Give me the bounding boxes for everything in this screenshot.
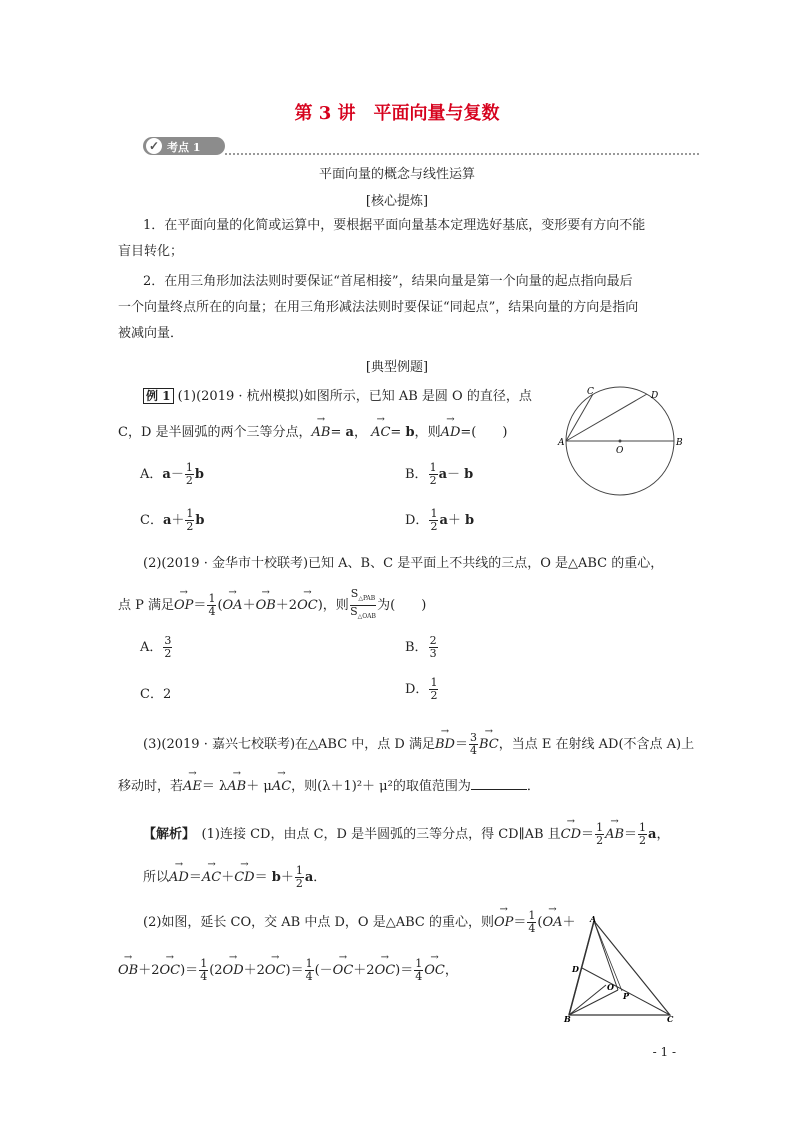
fig1-label-d: D [651, 391, 659, 401]
page-title: 第 3 讲 平面向量与复数 [294, 103, 500, 124]
q1-option-a: A．a－ $\frac{1}{2}$ b [140, 461, 204, 487]
fig2-label-a: A [590, 915, 597, 924]
dotted-divider [225, 153, 699, 155]
core-point-1-line-1: 1．在平面向量的化简或运算中，要根据平面向量基本定理选好基底，变形要有方向不能 [143, 218, 646, 233]
solution-2-line-1: (2)如图，延长 CO，交 AB 中点 D，O 是△ABC 的重心，则→ OP＝ $\frac{1}{4}$ (→ OA＋ [143, 910, 576, 935]
section-title: 平面向量的概念与线性运算 [318, 167, 475, 182]
example-q3-line-2: 移动时，若→ AE＝ λ→ AB＋ μ→ AC，则(λ＋1)²＋ μ²的取值范围为 ． [118, 775, 540, 794]
fig1-label-o: O [616, 446, 624, 456]
fig1-label-b: B [676, 438, 683, 448]
solution-2-line-2: → OB＋2→ OC)＝ $\frac{1}{4}$ (2→ OD＋2→ OC)＝ $\frac{1}{4}$ (－→ OC＋2→ OC)＝ $\frac{1}{4}$ → OC， [118, 958, 458, 983]
page-number: - 1 - [652, 1045, 676, 1059]
core-point-2-line-1: 2．在用三角形加法法则时要保证“首尾相接”，结果向量是第一个向量的起点指向最后 [143, 274, 633, 289]
fig2-label-p: P [623, 991, 630, 1001]
core-point-2-line-2: 一个向量终点所在的向量；在用三角形减法法则时要保证“同起点”，结果向量的方向是指向 [118, 300, 639, 315]
q2-option-b: B． $\frac{2}{3}$ [405, 634, 437, 660]
solution-1-line-2: 所以→ AD＝→ AC＋→ CD＝ b＋ $\frac{1}{2}$ a． [143, 865, 326, 890]
fig1-label-c: C [587, 387, 594, 397]
topic-badge [143, 137, 225, 155]
fig2-label-c: C [667, 1014, 674, 1024]
fig2-label-d: D [572, 964, 579, 974]
example-q1-line-1: 例 1 (1)(2019 · 杭州模拟)如图所示，已知 AB 是圆 O 的直径，点 [143, 385, 532, 404]
q1-option-d: D． $\frac{1}{2}$ a＋ b [405, 507, 475, 533]
q1-option-b: B． $\frac{1}{2}$ a－ b [405, 461, 474, 487]
q1-option-c: C．a＋ $\frac{1}{2}$ b [140, 507, 205, 533]
answer-blank [471, 789, 527, 790]
q2-option-d: D． $\frac{1}{2}$ [405, 676, 438, 702]
core-point-1-line-2: 盲目转化； [118, 244, 184, 259]
circle-figure [556, 382, 688, 500]
q2-option-c: C．2 [140, 687, 172, 702]
typical-heading: [典型例题] [365, 360, 429, 375]
solution-1-line-1: 【解析】 (1)连接 CD，由点 C，D 是半圆弧的三等分点，得 CD∥AB 且→ CD＝ $\frac{1}{2}$ → AB＝ $\frac{1}{2}$ a， [143, 822, 669, 847]
example-q1-line-2: C，D 是半圆弧的两个三等分点，→ AB= a， → AC= b，则→ AD=( ) [118, 421, 507, 440]
q2-option-a: A． $\frac{3}{2}$ [140, 634, 172, 660]
fig2-label-o: O [607, 982, 614, 992]
example-q2-line-1: (2)(2019 · 金华市十校联考)已知 A、B、C 是平面上不共线的三点，O 是△ABC 的重心， [143, 556, 664, 571]
fig2-label-b: B [564, 1014, 571, 1024]
topic-badge-label: 考点 1 [167, 141, 201, 154]
core-point-2-line-3: 被减向量． [118, 326, 184, 341]
fig1-label-a: A [558, 438, 565, 448]
example-q2-line-2: 点 P 满足→ OP＝ $\frac{1}{4}$ (→ OA＋→ OB＋2→ OC)，则 $\frac{S_{\triangle PAB}}{S_{\triangle OAB}}$ 为( ) [118, 588, 426, 623]
triangle-figure [560, 915, 680, 1025]
example-q3-line-1: (3)(2019 · 嘉兴七校联考)在△ABC 中，点 D 满足→ BD＝ $\frac{3}{4}$ → BC，当点 E 在射线 AD(不含点 A)上 [143, 732, 694, 757]
example-tag: 例 1 [143, 388, 174, 404]
core-heading: [核心提炼] [365, 194, 429, 209]
check-icon: ✓ [146, 138, 162, 154]
